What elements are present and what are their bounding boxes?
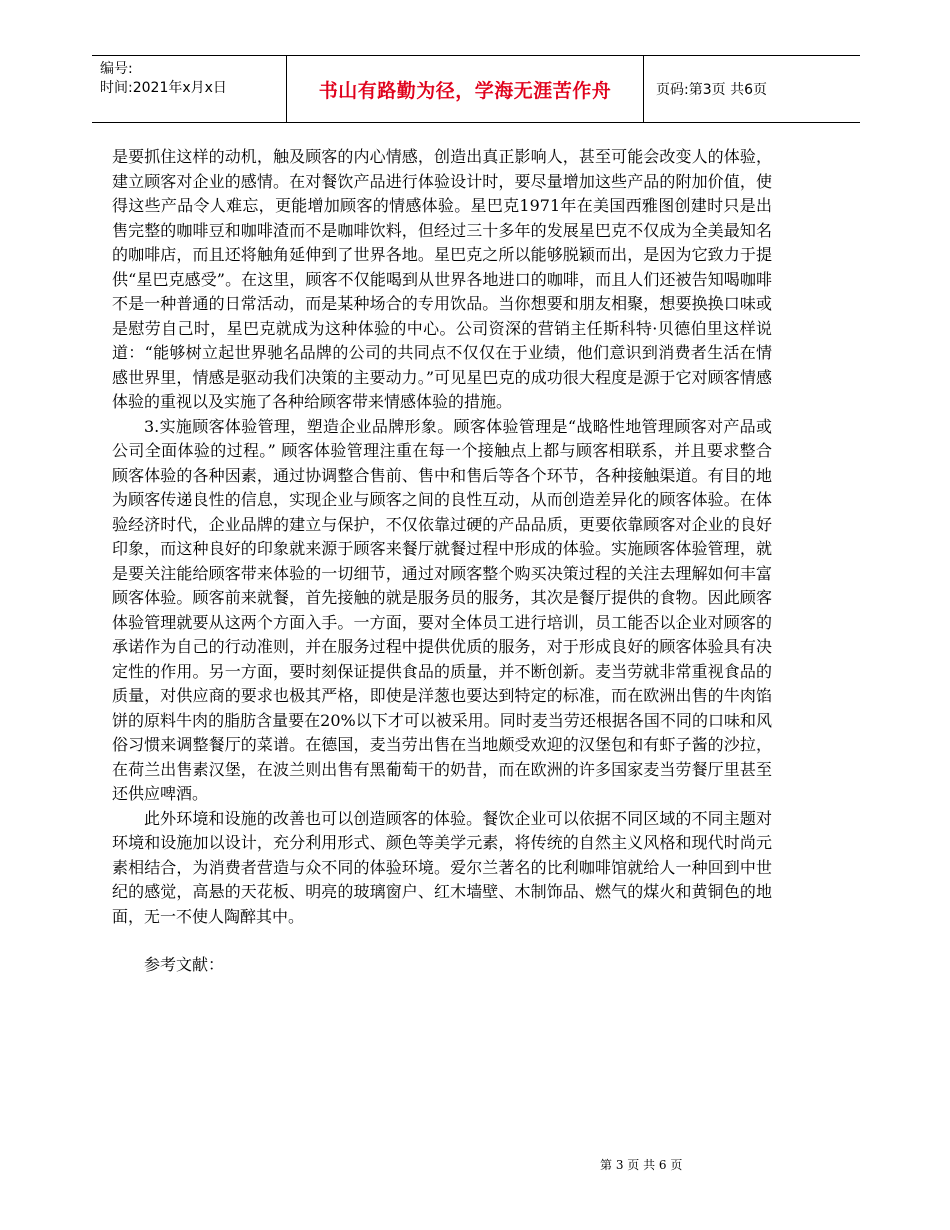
page-footer: 第 3 页 共 6 页 bbox=[600, 1158, 683, 1172]
paragraph-starbucks: 是要抓住这样的动机，触及顾客的内心情感，创造出真正影响人，甚至可能会改变人的体验，建立顾客对企业的感情。在对餐饮产品进行体验设计时，要尽量增加这些产品的附加价值，使得这些产品令人难忘，更能增加顾客的情感体验。星巴克1971年在美国西雅图创建时只是出售完整的咖啡豆和咖啡渣而不是咖啡饮料，但经过三十多年的发展星巴克不仅成为全美最知名的咖啡店，而且还将触角延伸到了世界各地。星巴克之所以能够脱颖而出，是因为它致力于提供“星巴克感受”。在这里，顾客不仅能喝到从世界各地进口的咖啡，而且人们还被告知喝咖啡不是一种普通的日常活动，而是某种场合的专用饮品。当你想要和朋友相聚，想要换换口味或是慰劳自己时，星巴克就成为这种体验的中心。公司资深的营销主任斯科特·贝德伯里这样说道：“能够树立起世界驰名品牌的公司的共同点不仅仅在于业绩，他们意识到消费者生活在情感世界里，情感是驱动我们决策的主要动力。”可见星巴克的成功很大程度是源于它对顾客情感体验的重视以及实施了各种给顾客带来情感体验的措施。 bbox=[112, 147, 772, 411]
header-motto: 书山有路勤为径，学海无涯苦作舟 bbox=[286, 56, 644, 122]
paragraph-environment: 此外环境和设施的改善也可以创造顾客的体验。餐饮企业可以依据不同区域的不同主题对环境和设施加以设计，充分利用形式、颜色等美学元素，将传统的自然主义风格和现代时尚元素相结合，为消费者营造与众不同的体验环境。爱尔兰著名的比利咖啡馆就给人一种回到中世纪的感觉，高悬的天花板、明亮的玻璃窗户、红木墙壁、木制饰品、燃气的煤火和黄铜色的地面，无一不使人陶醉其中。 bbox=[112, 808, 772, 926]
document-number-label: 编号: bbox=[100, 61, 133, 77]
page-header bbox=[92, 55, 860, 123]
document-body bbox=[112, 145, 772, 978]
header-meta bbox=[92, 56, 286, 122]
document-time-label: 时间:2021年x月x日 bbox=[100, 80, 227, 96]
references-heading: 参考文献： bbox=[144, 955, 225, 974]
paragraph-experience-management: 3.实施顾客体验管理，塑造企业品牌形象。顾客体验管理是“战略性地管理顾客对产品或公司全面体验的过程。” 顾客体验管理注重在每一个接触点上都与顾客相联系，并且要求整合顾客体验的各种因素，通过协调整合售前、售中和售后等各个环节，各种接触渠道。有目的地为顾客传递良性的信息，实现企业与顾客之间的良性互动，从而创造差异化的顾客体验。在体验经济时代，企业品牌的建立与保护，不仅依靠过硬的产品品质，更要依靠顾客对企业的良好印象，而这种良好的印象就来源于顾客来餐厅就餐过程中形成的体验。实施顾客体验管理，就是要关注能给顾客带来体验的一切细节，通过对顾客整个购买决策过程的关注去理解如何丰富顾客体验。顾客前来就餐，首先接触的就是服务员的服务，其次是餐厅提供的食物。因此顾客体验管理就要从这两个方面入手。一方面，要对全体员工进行培训，员工能否以企业对顾客的承诺作为自己的行动准则，并在服务过程中提供优质的服务，对于形成良好的顾客体验具有决定性的作用。另一方面，要时刻保证提供食品的质量，并不断创新。麦当劳就非常重视食品的质量，对供应商的要求也极其严格，即使是洋葱也要达到特定的标准，而在欧洲出售的牛肉馅饼的原料牛肉的脂肪含量要在20%以下才可以被采用。同时麦当劳还根据各国不同的口味和风俗习惯来调整餐厅的菜谱。在德国，麦当劳出售在当地颇受欢迎的汉堡包和有虾子酱的沙拉，在荷兰出售素汉堡，在波兰则出售有黑葡萄干的奶昔，而在欧洲的许多国家麦当劳餐厅里甚至还供应啤酒。 bbox=[112, 416, 772, 803]
header-page-label: 页码:第3页 共6页 bbox=[656, 82, 767, 98]
